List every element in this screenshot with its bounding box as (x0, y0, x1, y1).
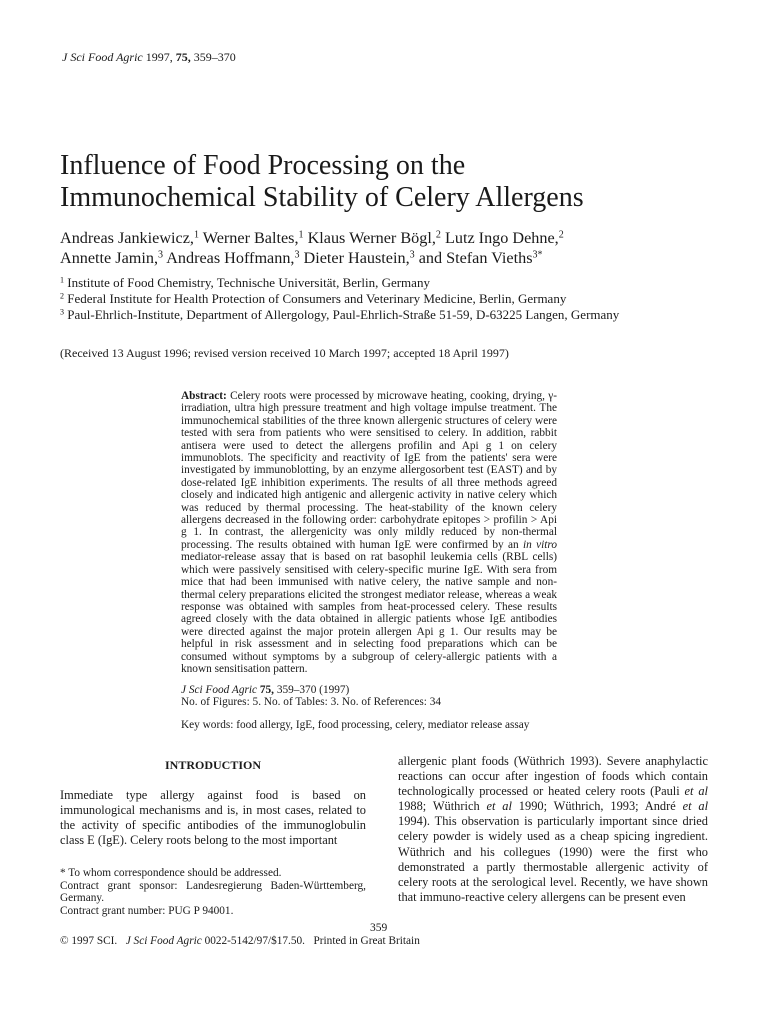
intro-text: allergenic plant foods (Wüthrich 1993). Severe anaphylactic reactions can occur after ingestion of foods which contain technologically processed or heated celery roots (Pauli (398, 754, 708, 799)
citation-block (181, 684, 557, 709)
author: Annette Jamin, (60, 249, 159, 267)
affiliation-number: 3 (60, 307, 65, 317)
citation-pages: 359–370 (1997) (276, 684, 350, 696)
author-affil-mark: 1 (298, 229, 304, 241)
citation-counts: No. of Figures: 5. No. of Tables: 3. No. of References: 34 (181, 696, 442, 709)
author-list (60, 228, 720, 268)
affiliation-text: Federal Institute for Health Protection of Consumers and Veterinary Medicine, Berlin, Germany (67, 291, 567, 306)
introduction-left-column: Immediate type allergy against food is based on immunological mechanisms and is, in most cases, related to the activity of specific antibodies of the immunoglobulin class E (IgE). Celery roots belong to the most important (60, 788, 366, 848)
abstract-text-2: mediator-release assay that is based on rat basophil leukemia cells (RBL cells) which were passively sensitised with celery-specific murine IgE. With sera from mice that had been immunised with native celery, the native sample and non-thermal celery preparations elicited the strongest mediator release, whereas a weak response was obtained with samples from heat-processed celery. These results agreed closely with the data obtained in allergic patients whose IgE antibodies were directed against the major protein allergen Api g 1. Our results may be helpful in risk assessment and in selecting food preparations which can be consumed without symptoms by a subgroup of celery-allergic patients with a known sensitisation pattern. (181, 551, 557, 675)
journal-name: J Sci Food Agric (62, 50, 143, 64)
author: Lutz Ingo Dehne, (444, 229, 559, 247)
title-line-1: Influence of Food Processing on the (60, 150, 466, 181)
affiliation-text: Institute of Food Chemistry, Technische Universität, Berlin, Germany (67, 275, 430, 290)
author: and Stefan Vieths (418, 249, 533, 267)
citation-journal: J Sci Food Agric (181, 684, 258, 696)
affiliation (60, 291, 720, 307)
footer-copyright: © 1997 SCI. (60, 935, 118, 947)
footnote-grant: Contract grant number: PUG P 94001. (60, 904, 234, 917)
author: Andreas Jankiewicz, (60, 229, 194, 247)
received-dates: (Received 13 August 1996; revised version received 10 March 1997; accepted 18 April 1997) (60, 346, 509, 360)
author-affil-mark: 2 (435, 229, 441, 241)
footer-issn: 0022-5142/97/$17.50. (204, 935, 305, 947)
author-line-1 (60, 228, 720, 248)
footer-printed: Printed in Great Britain (313, 935, 420, 947)
affiliation (60, 307, 720, 323)
affiliation-number: 2 (60, 291, 65, 301)
author-affil-mark: 3 (409, 249, 415, 261)
journal-year: 1997, (145, 50, 173, 64)
page-number: 359 (370, 922, 388, 934)
footnote-sponsor: Contract grant sponsor: Landesregierung Baden-Württemberg, Germany. (60, 879, 366, 905)
title-line-2: Immunochemical Stability of Celery Allergens (60, 182, 584, 213)
author: Dieter Haustein, (303, 249, 410, 267)
journal-volume: 75, (175, 50, 191, 64)
author-affil-mark: 3* (532, 249, 543, 261)
intro-text: 1990; Wüthrich, 1993; André (518, 799, 676, 814)
intro-text: 1988; Wüthrich (398, 799, 480, 814)
abstract-text-1: Celery roots were processed by microwave heating, cooking, drying, γ-irradiation, ultra high pressure treatment and high voltage impulse treatment. The immunochemical stabilities of the three known allergenic structures of celery were tested with sera from patients who were sensitised to celery. In addition, rabbit antisera were used to detect the allergens profilin and Api g 1 on celery immunoblots. The specificity and reactivity of IgE from the patients' sera were investigated by immunoblotting, by an enzyme allergosorbent test (EAST) and by dose-related IgE inhibition experiments. The results of all three methods agreed closely and indicated high antigenic and allergenic activity in native celery which was reduced by thermal processing. The heat-stability of the known celery allergens decreased in the following order: carbohydrate epitopes > profilin > Api g 1. In contrast, the allergenicity was only mildly reduced by non-thermal processing. The results obtained with human IgE were confirmed by an (181, 390, 558, 551)
intro-et-al: et al (682, 799, 709, 814)
introduction-heading: INTRODUCTION (164, 758, 261, 772)
introduction-right-column (398, 754, 708, 905)
page-footer (60, 935, 420, 947)
author-line-2 (60, 248, 720, 268)
footer-journal: J Sci Food Agric (125, 935, 202, 947)
affiliation (60, 275, 720, 291)
affiliation-text: Paul-Ehrlich-Institute, Department of Allergology, Paul-Ehrlich-Straße 51-59, D-63225 Langen, Germany (67, 307, 620, 322)
paper-title (60, 150, 720, 214)
author: Andreas Hoffmann, (166, 249, 295, 267)
abstract-in-vitro: in vitro (522, 538, 557, 551)
intro-et-al: et al (684, 784, 708, 799)
author-affil-mark: 2 (558, 229, 564, 241)
citation-volume: 75, (259, 684, 274, 696)
abstract (181, 390, 557, 675)
footnote-correspondence: * To whom correspondence should be addressed. (60, 867, 282, 879)
affiliation-number: 1 (60, 275, 65, 285)
affiliation-list (60, 275, 720, 323)
journal-reference (62, 50, 236, 65)
author: Klaus Werner Bögl, (307, 229, 436, 247)
abstract-label: Abstract: (181, 390, 227, 402)
author-affil-mark: 3 (294, 249, 300, 261)
author-affil-mark: 1 (193, 229, 199, 241)
journal-pages: 359–370 (193, 50, 236, 64)
author-affil-mark: 3 (158, 249, 164, 261)
intro-text: 1994). This observation is particularly important since dried celery powder is widely used as a cheap spicing ingredient. Wüthrich and his collegues (1990) were the first who demonstrated a partly thermostable allergenic activity of celery roots at the serological level. Recently, we have shown that immuno-reactive celery allergens can be present even (398, 814, 708, 904)
keywords: Key words: food allergy, IgE, food processing, celery, mediator release assay (181, 719, 530, 731)
intro-et-al: et al (486, 799, 512, 814)
citation-line (181, 684, 557, 696)
author: Werner Baltes, (202, 229, 299, 247)
footnote (60, 867, 366, 917)
